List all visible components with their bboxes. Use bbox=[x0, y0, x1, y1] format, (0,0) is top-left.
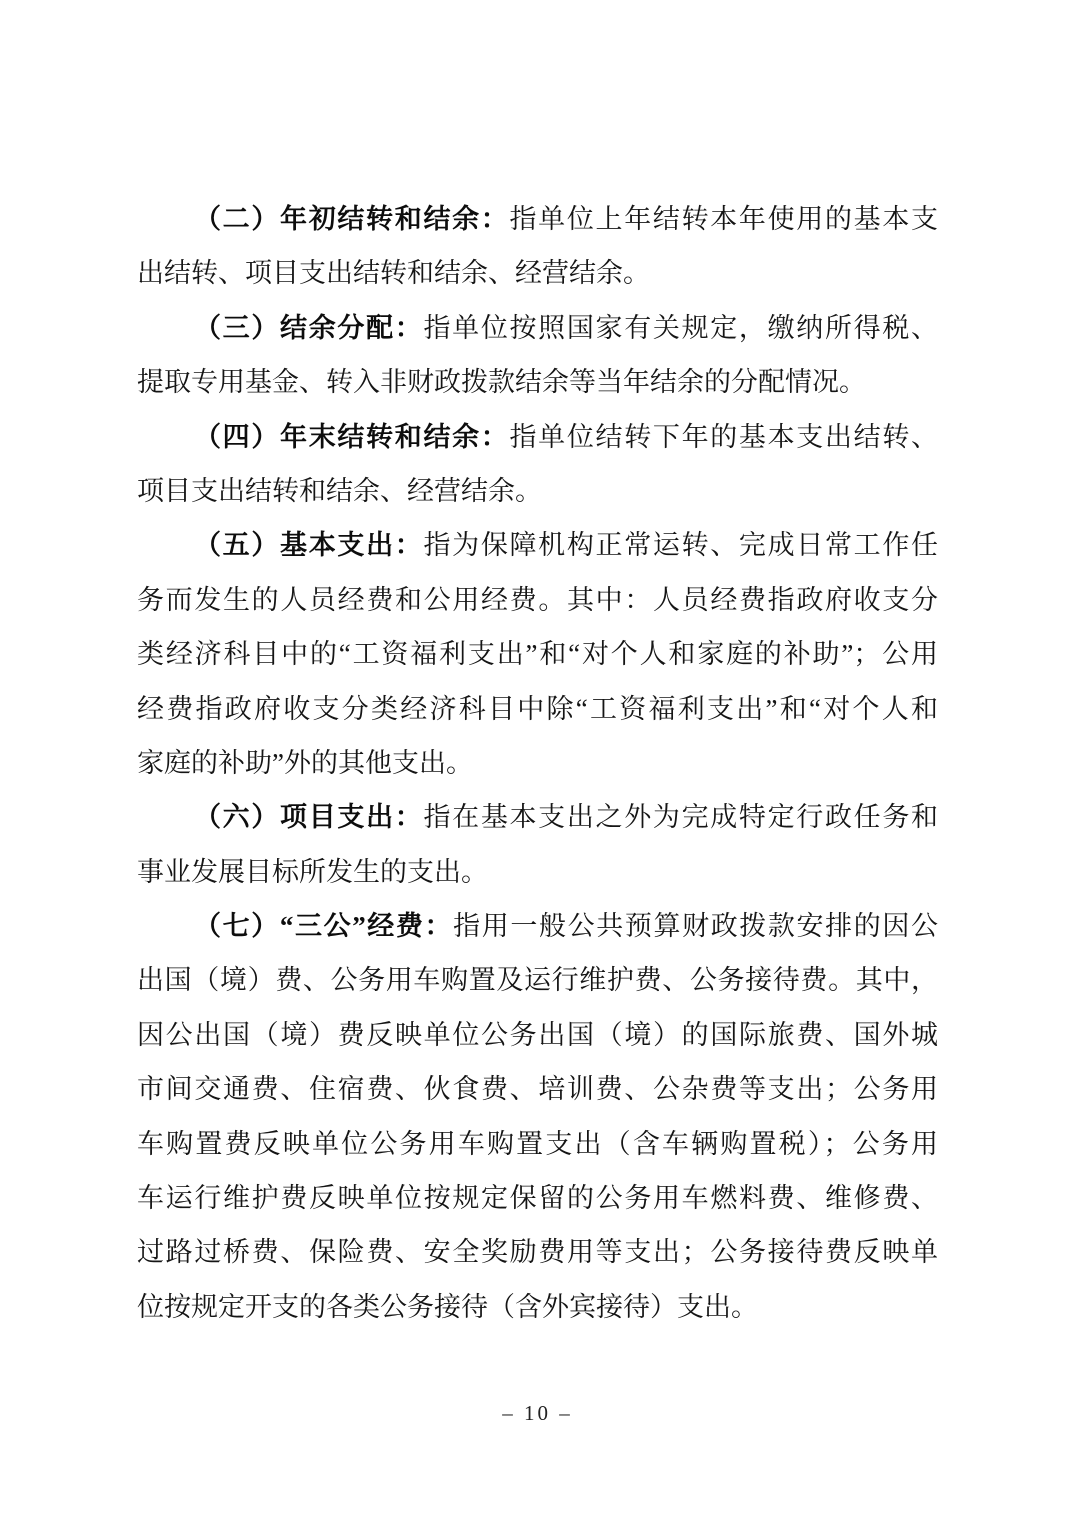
body-text: 指用一般公共预算财政拨款安排的因公 bbox=[453, 911, 938, 942]
text-line bbox=[137, 736, 938, 790]
body-text: 提取专用基金、转入非财政拨款结余等当年结余的分配情况。 bbox=[137, 367, 866, 398]
document-body bbox=[137, 192, 938, 1334]
text-line bbox=[137, 627, 938, 681]
term-heading: （六）项目支出： bbox=[194, 802, 424, 833]
text-line bbox=[137, 1117, 938, 1171]
body-text: 项目支出结转和结余、经营结余。 bbox=[137, 475, 542, 506]
body-text: 车购置费反映单位公务用车购置支出（含车辆购置税）；公务用 bbox=[137, 1128, 938, 1159]
body-text: 指为保障机构正常运转、完成日常工作任 bbox=[423, 530, 938, 561]
term-heading: （七）“三公”经费： bbox=[194, 911, 454, 942]
text-line bbox=[137, 845, 938, 899]
body-text: 事业发展目标所发生的支出。 bbox=[137, 856, 488, 887]
text-line bbox=[137, 682, 938, 736]
text-line bbox=[137, 790, 938, 844]
body-text: 位按规定开支的各类公务接待（含外宾接待）支出。 bbox=[137, 1291, 758, 1322]
text-line bbox=[137, 518, 938, 572]
text-line bbox=[137, 1008, 938, 1062]
definition-paragraph bbox=[137, 301, 938, 410]
text-line bbox=[137, 899, 938, 953]
body-text: 务而发生的人员经费和公用经费。其中：人员经费指政府收支分 bbox=[137, 584, 938, 615]
body-text: 出国（境）费、公务用车购置及运行维护费、公务接待费。其中， bbox=[137, 965, 938, 996]
definition-paragraph bbox=[137, 899, 938, 1334]
text-line bbox=[137, 355, 938, 409]
body-text: 市间交通费、住宿费、伙食费、培训费、公杂费等支出；公务用 bbox=[137, 1074, 938, 1105]
term-heading: （三）结余分配： bbox=[194, 312, 424, 343]
term-heading: （二）年初结转和结余： bbox=[194, 204, 510, 234]
body-text: 因公出国（境）费反映单位公务出国（境）的国际旅费、国外城 bbox=[137, 1019, 938, 1050]
text-line bbox=[137, 1225, 938, 1279]
definition-paragraph bbox=[137, 790, 938, 899]
text-line bbox=[137, 410, 938, 464]
definition-paragraph bbox=[137, 518, 938, 790]
text-line bbox=[137, 192, 938, 246]
text-line bbox=[137, 1062, 938, 1116]
definition-paragraph bbox=[137, 192, 938, 301]
body-text: 过路过桥费、保险费、安全奖励费用等支出；公务接待费反映单 bbox=[137, 1237, 938, 1268]
page-number: – 10 – bbox=[502, 1401, 573, 1425]
body-text: 车运行维护费反映单位按规定保留的公务用车燃料费、维修费、 bbox=[137, 1183, 938, 1214]
text-line bbox=[137, 301, 938, 355]
body-text: 指单位上年结转本年使用的基本支 bbox=[509, 204, 938, 234]
definition-paragraph bbox=[137, 410, 938, 519]
text-line bbox=[137, 953, 938, 1007]
body-text: 家庭的补助”外的其他支出。 bbox=[137, 747, 473, 778]
term-heading: （五）基本支出： bbox=[194, 530, 424, 561]
text-line bbox=[137, 1171, 938, 1225]
body-text: 出结转、项目支出结转和结余、经营结余。 bbox=[137, 258, 650, 289]
text-line bbox=[137, 464, 938, 518]
body-text: 指单位按照国家有关规定，缴纳所得税、 bbox=[423, 312, 938, 343]
body-text: 经费指政府收支分类经济科目中除“工资福利支出”和“对个人和 bbox=[137, 693, 938, 724]
text-line bbox=[137, 573, 938, 627]
body-text: 指单位结转下年的基本支出结转、 bbox=[509, 421, 938, 452]
text-line bbox=[137, 1280, 938, 1334]
body-text: 指在基本支出之外为完成特定行政任务和 bbox=[423, 802, 938, 833]
term-heading: （四）年末结转和结余： bbox=[194, 421, 510, 452]
text-line bbox=[137, 246, 938, 300]
body-text: 类经济科目中的“工资福利支出”和“对个人和家庭的补助”；公用 bbox=[137, 639, 938, 670]
